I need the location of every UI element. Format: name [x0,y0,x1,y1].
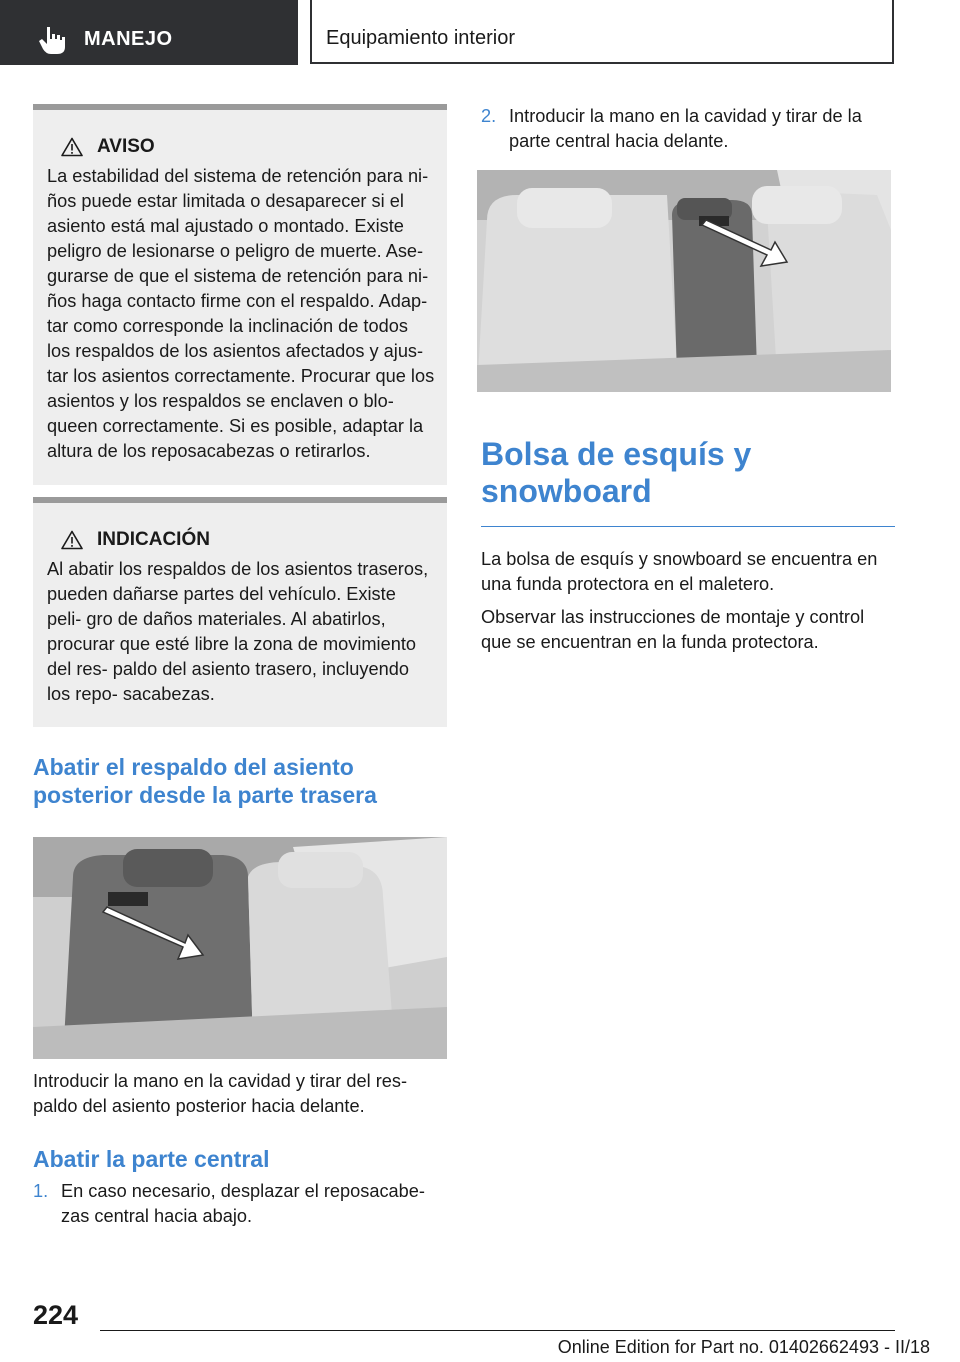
abatir-respaldo-heading: Abatir el respaldo del asiento posterior desde la parte trasera [33,754,377,808]
aviso-title: AVISO [97,136,155,157]
step-item [33,1179,447,1229]
step-number: 1. [33,1181,49,1201]
bolsa-paragraph: La bolsa de esquís y snowboard se encuentra en una funda protectora en el maletero. [481,549,878,594]
indicacion-body: Al abatir los respaldos de los asientos traseros, pueden dañarse partes del vehículo. Existe peli‐ gro de daños materiales. Al abatirlos, procurar que esté libre la zona de movimiento del res‐ paldo del asiento trasero, incluyendo los repo‐ sacabezas. [47,559,429,704]
footer-divider [100,1330,895,1331]
aviso-body: La estabilidad del sistema de retención para ni‐ ños puede estar limitada o desaparecer si el asiento está mal ajustado o montado. Existe peligro de lesionarse o peligro de muerte. Ase‐ gurarse de que el sistema de retención para ni‐ ños haga contacto firme con el respaldo. Adap‐ tar como corresponde la inclinación de todos los respaldos de los asientos afectados y ajus‐ tar los asientos correctamente. Procurar que los asientos y los respaldos se enclaven o blo‐ queen correctamente. Si es posible, adaptar la altura de los reposacabezas o retirarlos. [47,166,435,461]
bolsa-paragraph: Observar las instrucciones de montaje y control que se encuentran en la funda protectora. [481,607,865,652]
chapter-title: Equipamiento interior [326,27,515,49]
rear-seat-center-photo [477,170,891,392]
step-text: Introducir la mano en la cavidad y tirar de la parte central hacia delante. [509,106,862,151]
warning-triangle-icon [61,137,83,157]
step-text: En caso necesario, desplazar el reposacabe‐ zas central hacia abajo. [61,1181,425,1226]
aviso-notice [33,104,447,485]
aviso-title-row [61,136,435,158]
rear-seat-backrest-photo [33,837,447,1059]
right-column [477,104,895,655]
page-number: 224 [33,1300,79,1330]
left-column [33,104,447,1229]
section-tab [0,0,298,65]
step-item [481,104,895,154]
warning-triangle-icon [61,530,83,550]
indicacion-title-row [61,529,435,551]
edition-note: Online Edition for Part no. 01402662493 - II/18 [557,1337,930,1357]
hand-icon [38,25,66,55]
step-number: 2. [481,106,497,126]
indicacion-notice [33,497,447,727]
abatir-respaldo-caption: Introducir la mano en la cavidad y tirar del res‐ paldo del asiento posterior hacia delante. [33,1071,408,1116]
indicacion-title: INDICACIÓN [97,529,210,550]
bolsa-heading: Bolsa de esquís y snowboard [481,436,752,509]
chapter-box [310,0,894,64]
abatir-central-heading: Abatir la parte central [33,1146,270,1172]
section-label: MANEJO [84,28,173,50]
heading-divider [481,526,895,527]
